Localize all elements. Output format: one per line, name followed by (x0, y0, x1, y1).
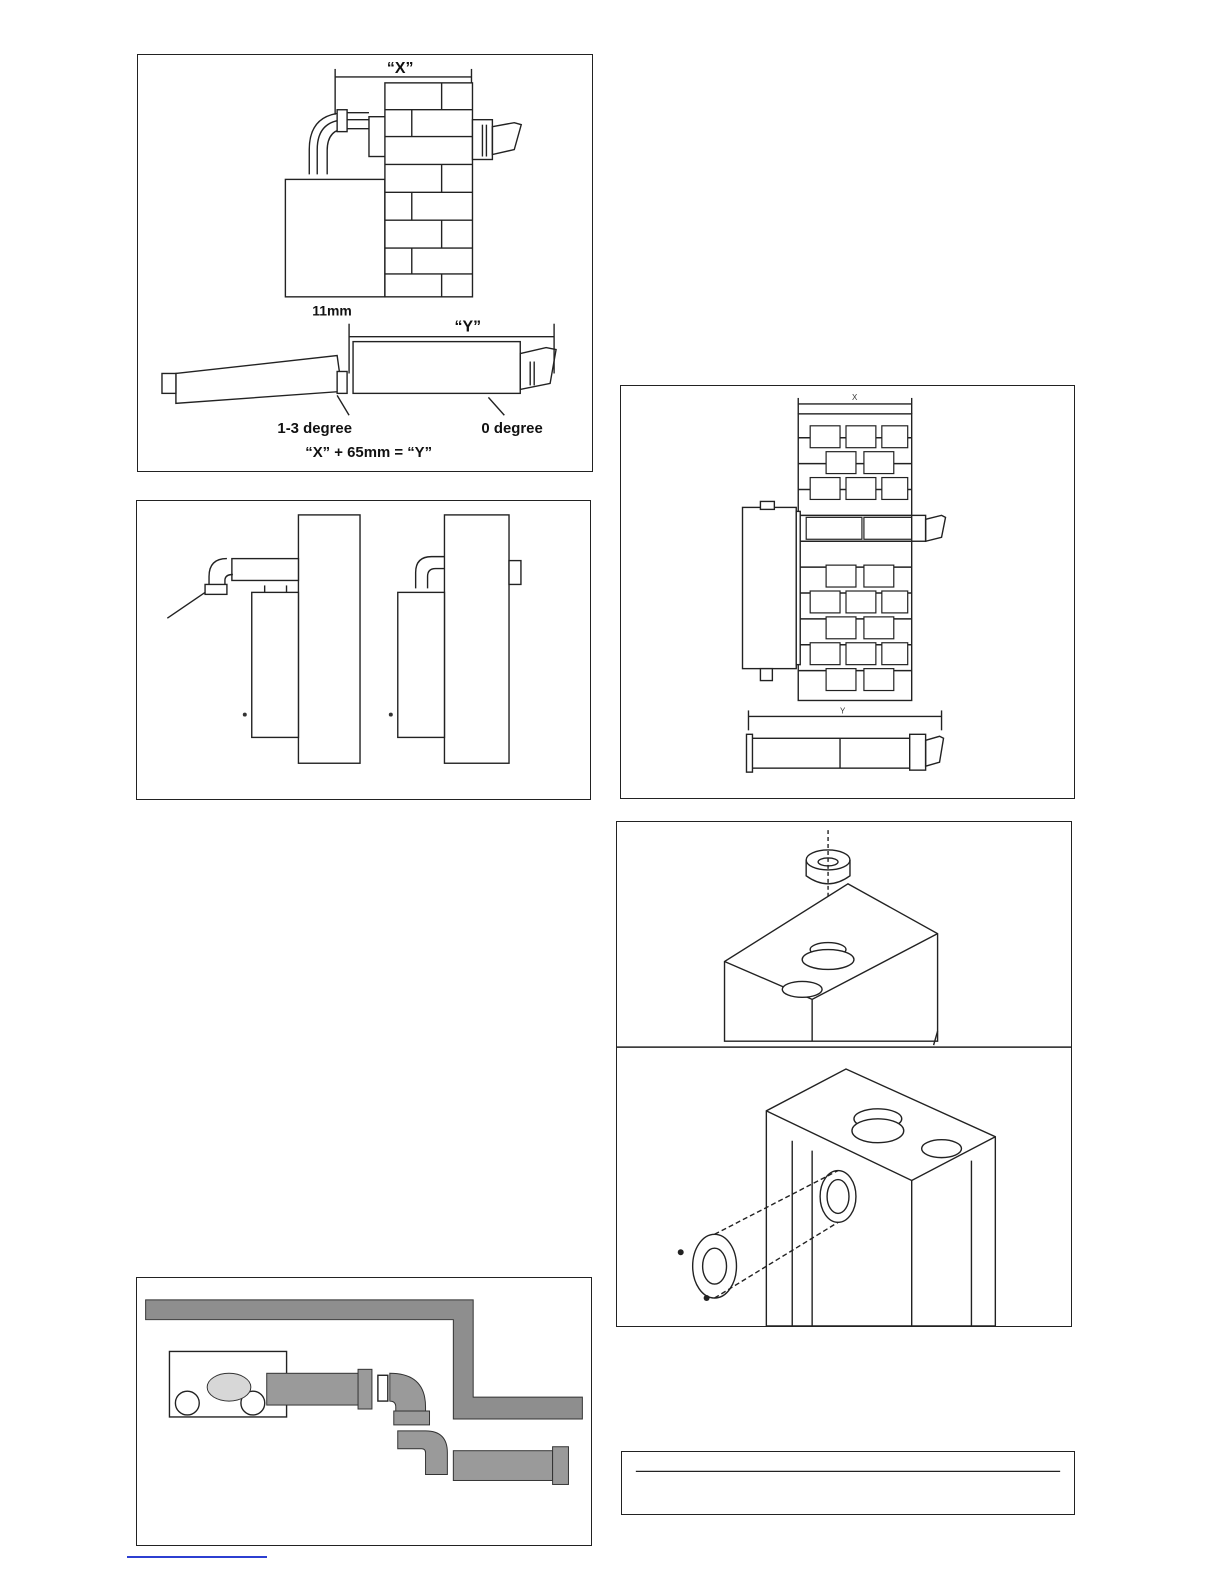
wall-xy-diagram (621, 386, 1074, 798)
gap-label: 11mm (312, 302, 352, 319)
boiler-left (252, 592, 299, 737)
brick-wall-large (798, 414, 911, 701)
figure-boiler-top-assembly (616, 821, 1072, 1327)
brick-wall (385, 83, 473, 297)
x-dimension-label: “X” (386, 59, 414, 77)
wall-right (444, 515, 509, 763)
flue-pipe-plan-2 (453, 1451, 552, 1481)
boiler-top-lower (766, 1069, 995, 1326)
figure-wall-xy-measurement (620, 385, 1075, 799)
figure-plan-view-flue (136, 1277, 592, 1546)
y-dimension-label: “Y” (454, 318, 482, 336)
figure-flue-length-measurement (137, 54, 593, 472)
flue-pipe-plan-1 (267, 1373, 360, 1405)
level-pipe (353, 342, 520, 394)
plan-view-diagram (137, 1278, 591, 1545)
boiler-body (285, 179, 385, 296)
angle-right-label: 0 degree (481, 420, 543, 438)
side-elevation-diagram (137, 501, 590, 799)
flue-pipe-horizontal (750, 738, 909, 768)
note-box (621, 1451, 1075, 1515)
boiler-right (398, 592, 445, 737)
angle-left-label: 1-3 degree (277, 420, 352, 438)
x-label: X (851, 392, 858, 402)
tilted-pipe (176, 356, 342, 404)
boiler-large (743, 507, 797, 668)
formula-label: “X” + 65mm = “Y” (305, 444, 433, 462)
wall-left (298, 515, 360, 763)
flue-length-diagram (138, 55, 592, 471)
boiler-top-diagram (617, 822, 1071, 1326)
figure-side-elevation-pair (136, 500, 591, 800)
y-label: Y (840, 706, 846, 716)
note-box-rule (622, 1452, 1074, 1514)
footer-link-underline[interactable] (127, 1556, 267, 1558)
